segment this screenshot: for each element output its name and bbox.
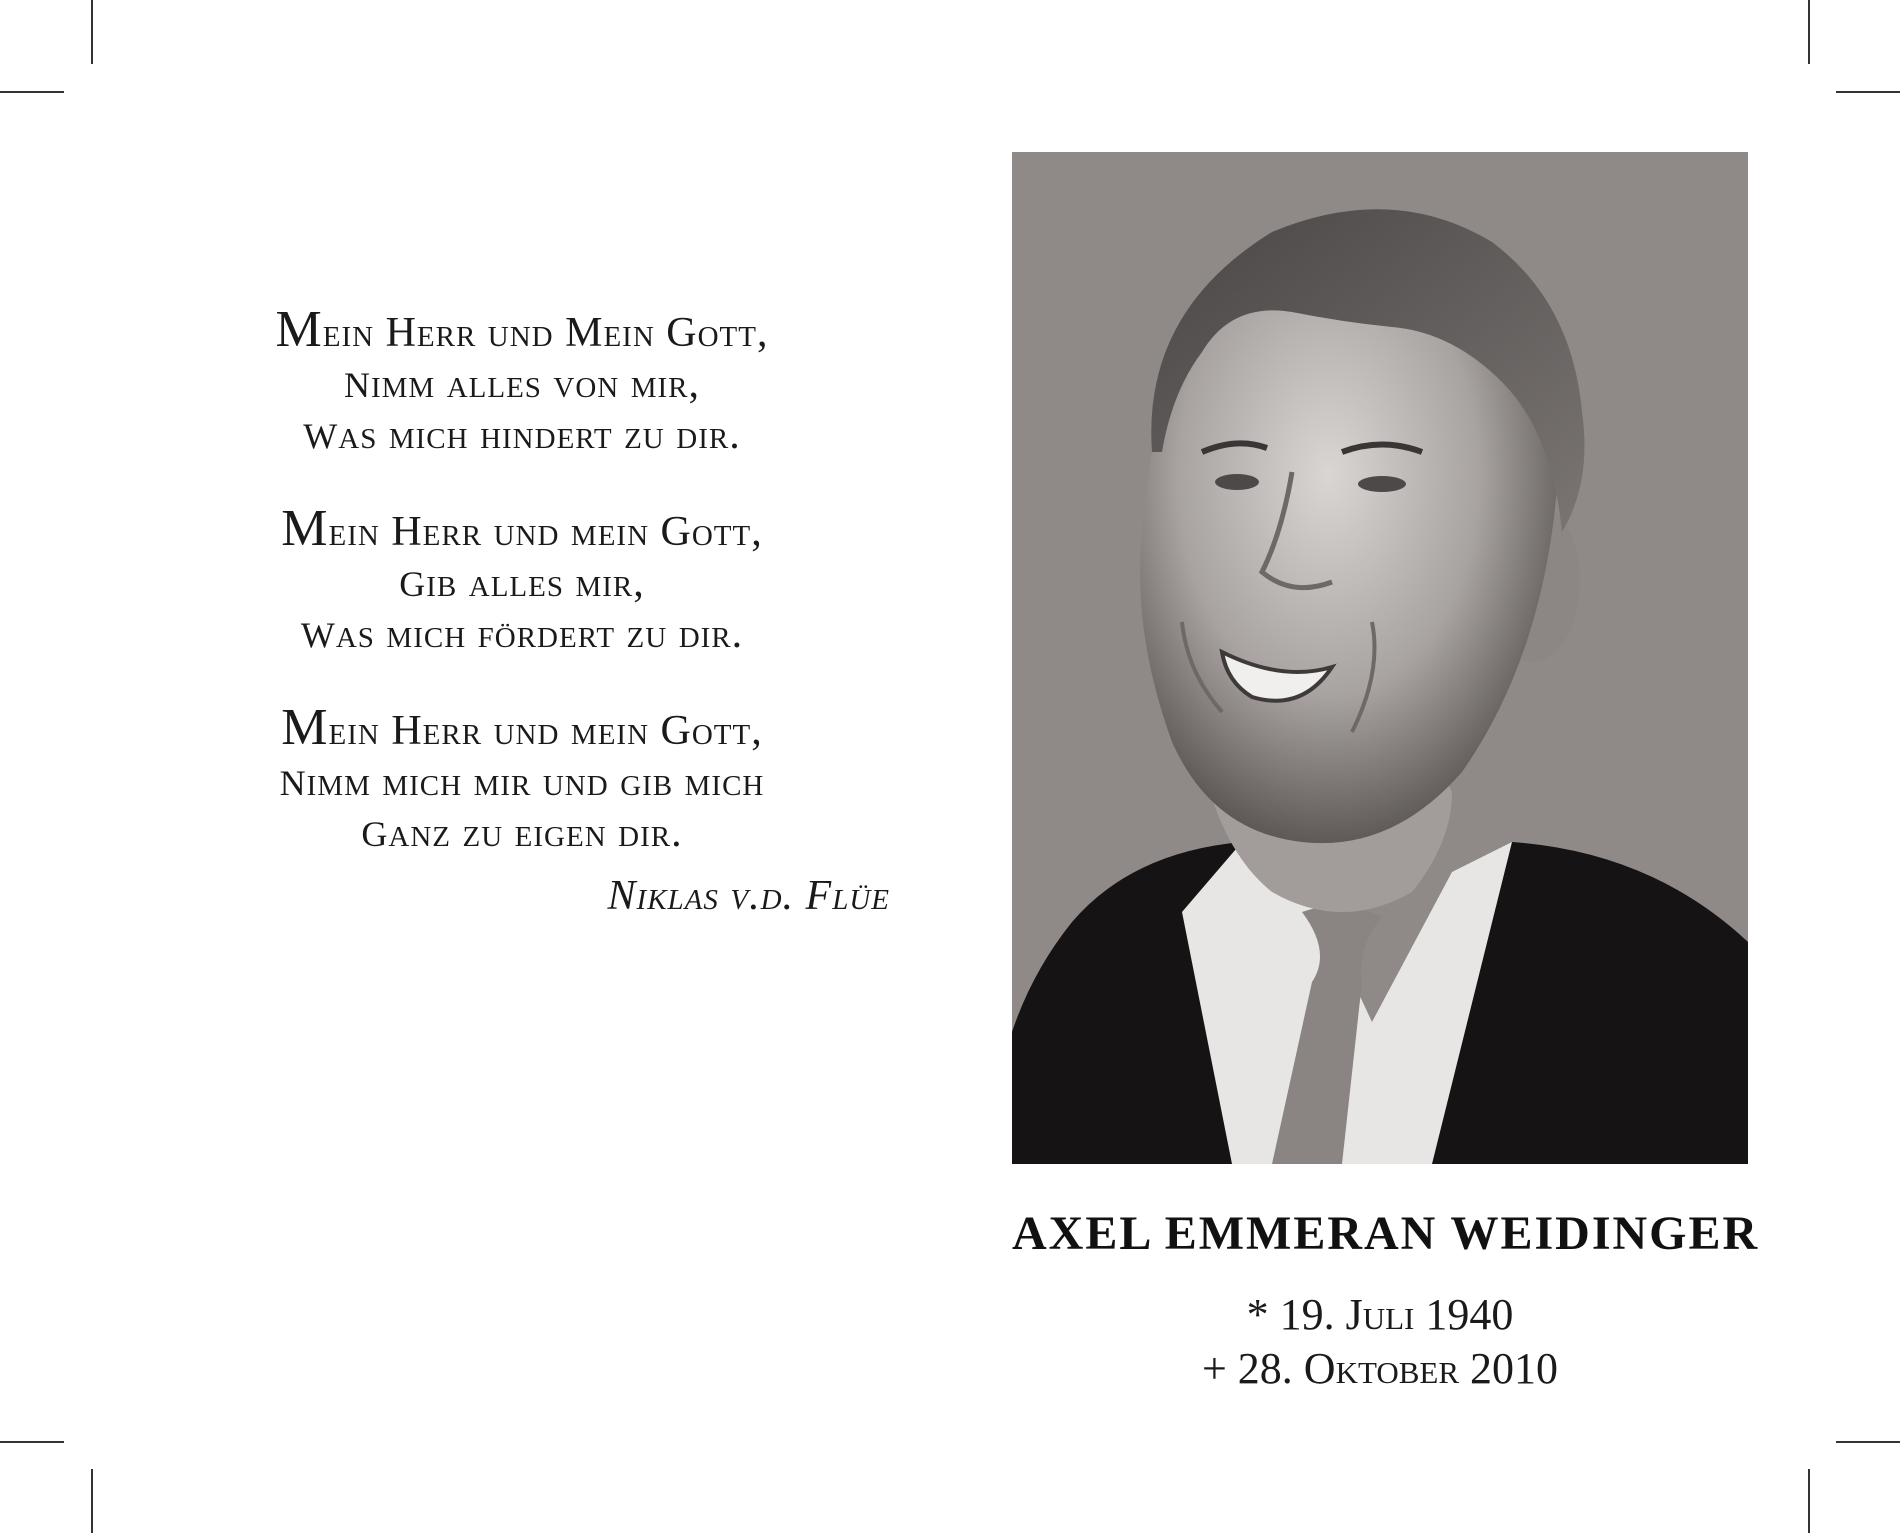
- portrait-photo: [1012, 152, 1748, 1164]
- crop-mark-bottom-left-horizontal: [0, 1441, 64, 1443]
- portrait-illustration: [1012, 152, 1748, 1164]
- poem-line: Mein Herr und mein Gott,: [281, 500, 763, 557]
- crop-mark-top-left-horizontal: [0, 91, 64, 93]
- poem-line: was mich hindert zu dir.: [303, 403, 741, 460]
- birth-date: * 19. Juli 1940: [1246, 1290, 1514, 1339]
- crop-mark-bottom-right-vertical: [1808, 1469, 1810, 1533]
- poem-line: gib alles mir,: [399, 551, 645, 608]
- poem-line: was mich fördert zu dir.: [300, 602, 744, 659]
- crop-mark-bottom-left-vertical: [91, 1469, 93, 1533]
- poem-line: nimm alles von mir,: [343, 352, 701, 409]
- poem-stanza-3: [140, 699, 904, 858]
- deceased-name: AXEL EMMERAN WEIDINGER: [1012, 1207, 1760, 1260]
- prayer-poem: [140, 301, 904, 903]
- poem-stanza-2: [140, 500, 904, 659]
- life-dates: [1012, 1288, 1748, 1396]
- death-date: + 28. Oktober 2010: [1201, 1344, 1559, 1393]
- crop-mark-top-right-horizontal: [1836, 91, 1900, 93]
- poem-line: Mein Herr und mein Gott,: [281, 699, 763, 756]
- poem-stanza-1: [140, 301, 904, 460]
- crop-mark-top-right-vertical: [1808, 0, 1810, 64]
- poem-line: Mein Herr und Mein Gott,: [275, 301, 769, 358]
- poem-author: Niklas v.d. Flüe: [607, 873, 890, 919]
- poem-line: ganz zu eigen dir.: [361, 801, 683, 858]
- poem-line: nimm mich mir und gib mich: [279, 750, 765, 807]
- crop-mark-top-left-vertical: [91, 0, 93, 64]
- crop-mark-bottom-right-horizontal: [1836, 1441, 1900, 1443]
